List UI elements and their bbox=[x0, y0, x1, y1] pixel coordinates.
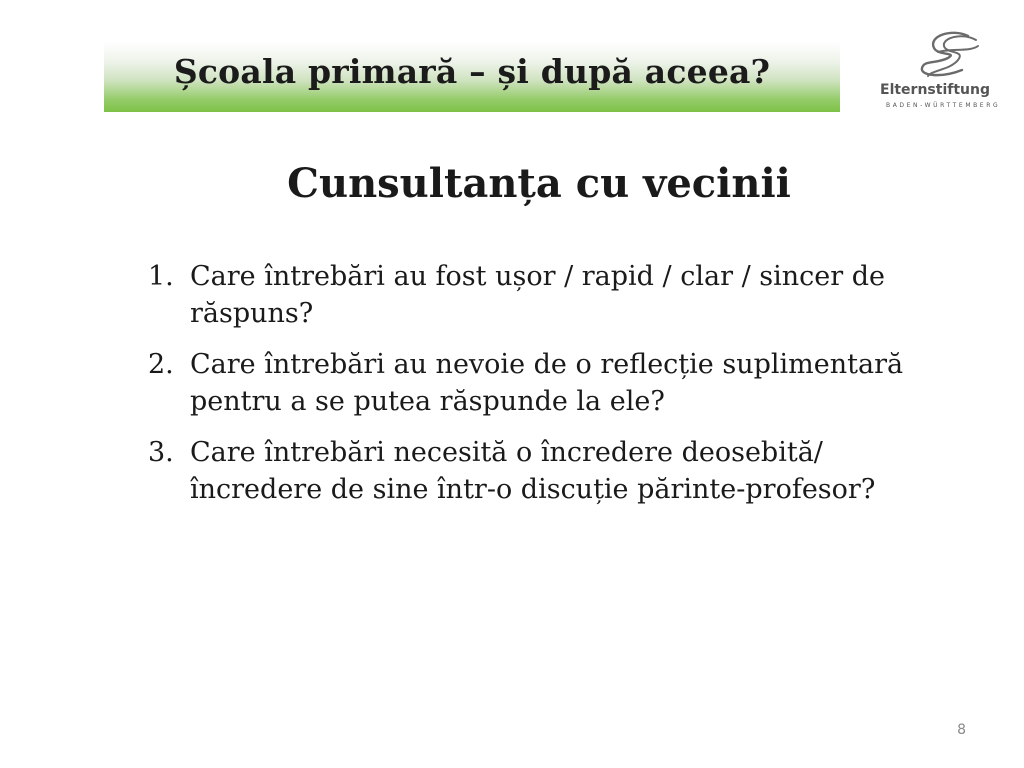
logo-subtitle: BADEN-WÜRTTEMBERG bbox=[886, 102, 1001, 109]
slide-title: Cunsultanța cu vecinii bbox=[287, 160, 791, 207]
list-item bbox=[148, 346, 938, 420]
list-item bbox=[148, 258, 938, 332]
list-item-number: 1. bbox=[148, 261, 174, 292]
logo-name: Elternstiftung bbox=[880, 82, 990, 98]
list-item-text: Care întrebări au nevoie de o reflecție suplimentară pentru a se putea răspunde la ele? bbox=[190, 349, 904, 417]
list-item-number: 3. bbox=[148, 437, 174, 468]
list-item bbox=[148, 434, 938, 508]
header-title: Școala primară – și după aceea? bbox=[173, 52, 771, 91]
question-list bbox=[148, 258, 938, 522]
list-item-text: Care întrebări au fost ușor / rapid / clar / sincer de răspuns? bbox=[190, 261, 885, 329]
list-item-number: 2. bbox=[148, 349, 174, 380]
list-item-text: Care întrebări necesită o încredere deosebită/încredere de sine într-o discuție părinte-profesor? bbox=[190, 437, 876, 505]
elternstiftung-swirl-icon bbox=[918, 30, 980, 80]
elternstiftung-logo bbox=[880, 30, 1000, 110]
header-band bbox=[104, 42, 840, 112]
page-number: 8 bbox=[957, 722, 966, 738]
